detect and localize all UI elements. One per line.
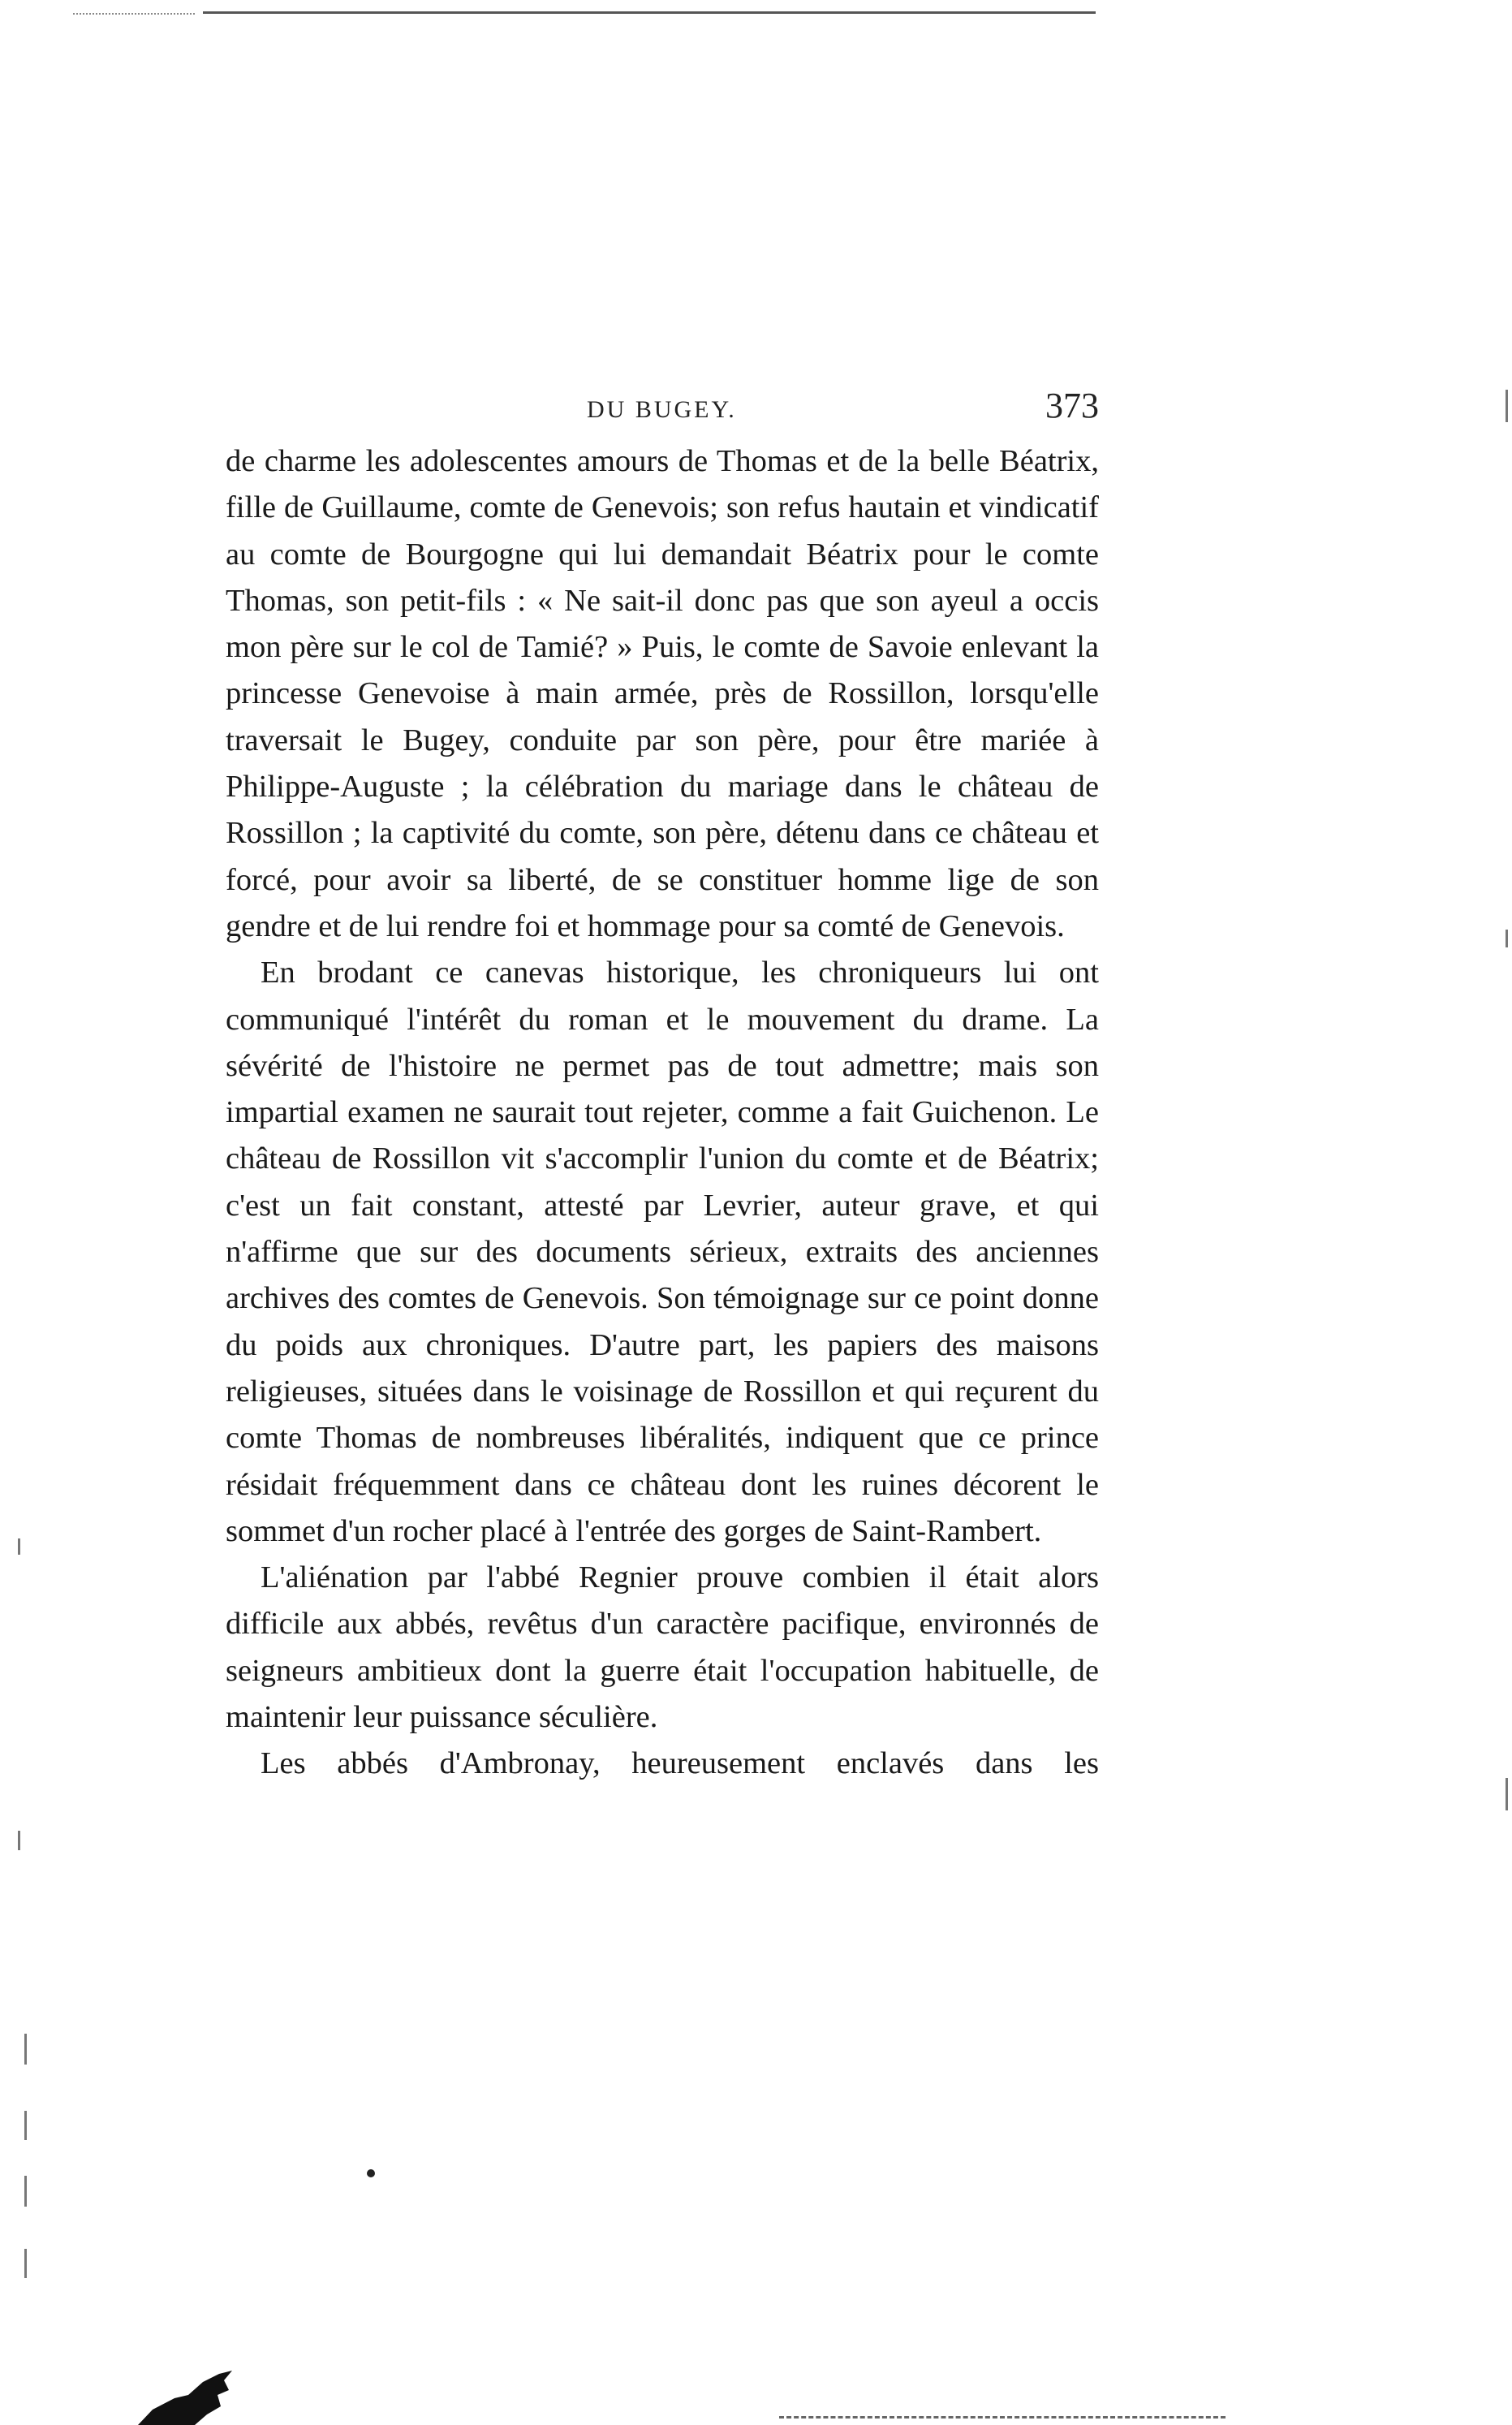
- paragraph: En brodant ce canevas historique, les chroniqueurs lui ont communiqué l'intérêt du roman et le mouvement du drame. La sévérité de l'histoire ne permet pas de tout admettre; mais son impartial examen ne saurait tout rejeter, comme a fait Guichenon. Le château de Rossillon vit s'accomplir l'union du comte et de Béatrix; c'est un fait constant, attesté par Levrier, auteur grave, et qui n'affirme que sur des documents sérieux, extraits des anciennes archives des comtes de Genevois. Son témoignage sur ce point donne du poids aux chroniques. D'autre part, les papiers des maisons religieuses, situées dans le voisinage de Rossillon et qui reçurent du comte Thomas de nombreuses libéralités, indiquent que ce prince résidait fréquemment dans ce château dont les ruines décorent le sommet d'un rocher placé à l'entrée des gorges de Saint-Rambert.: [226, 956, 1099, 1548]
- page-number: 373: [1045, 386, 1099, 425]
- scan-artifact-right-tick: [1506, 390, 1508, 422]
- paragraph: L'aliénation par l'abbé Regnier prouve combien il était alors difficile aux abbés, revêtus d'un caractère pacifique, environnés de seigneurs ambitieux dont la guerre était l'occupation habituelle, de maintenir leur puissance séculière.: [226, 1560, 1099, 1735]
- scan-artifact-right-tick: [1506, 930, 1508, 947]
- body-text: [226, 438, 1099, 1788]
- scan-artifact-corner-blot: [138, 2371, 235, 2425]
- scan-artifact-dot: [367, 2169, 375, 2177]
- paragraph: Les abbés d'Ambronay, heureusement enclavés dans les: [261, 1746, 1099, 1781]
- scan-artifact-left-tick: [24, 2111, 27, 2140]
- scan-artifact-bottom-rule: [779, 2416, 1226, 2419]
- scan-artifact-top-dotted: [73, 13, 195, 15]
- scan-artifact-left-tick: [24, 2034, 27, 2065]
- scan-artifact-left-tick: [24, 2249, 27, 2278]
- running-head: [226, 383, 1099, 432]
- running-title: DU BUGEY.: [587, 396, 737, 423]
- scan-artifact-top-rule: [203, 11, 1096, 14]
- scan-artifact-left-tick: [18, 1831, 20, 1850]
- scan-artifact-left-tick: [24, 2176, 27, 2207]
- paragraph: de charme les adolescentes amours de Thomas et de la belle Béatrix, fille de Guillaume, comte de Genevois; son refus hautain et vindicatif au comte de Bourgogne qui lui demandait Béatrix pour le comte Thomas, son petit-fils : « Ne sait-il donc pas que son ayeul a occis mon père sur le col de Tamié? » Puis, le comte de Savoie enlevant la princesse Genevoise à main armée, près de Rossillon, lorsqu'elle traversait le Bugey, conduite par son père, pour être mariée à Philippe-Auguste ; la célébration du mariage dans le château de Rossillon ; la captivité du comte, son père, détenu dans ce château et forcé, pour avoir sa liberté, de se constituer homme lige de son gendre et de lui rendre foi et hommage pour sa comté de Genevois.: [226, 444, 1099, 943]
- scan-artifact-right-tick: [1506, 1778, 1508, 1810]
- scan-artifact-left-tick: [18, 1538, 20, 1555]
